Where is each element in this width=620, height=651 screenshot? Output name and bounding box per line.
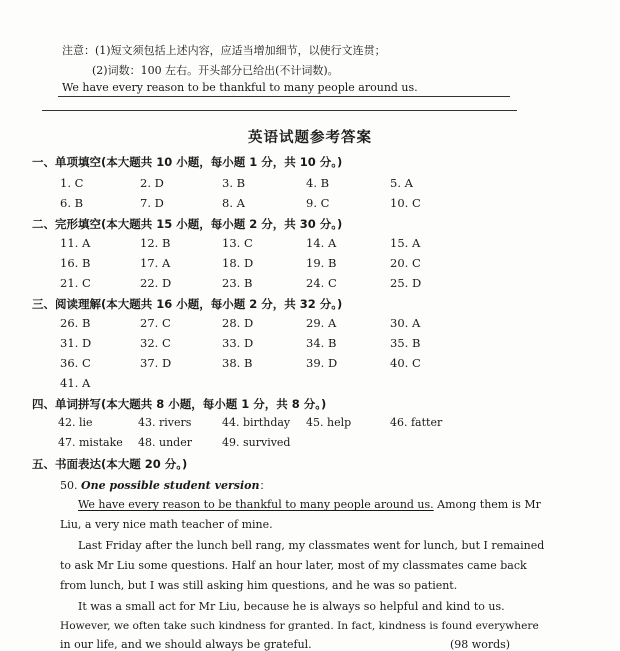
essay-first-sentence: We have every reason to be thankful to many people around us.	[78, 498, 434, 511]
section-1-heading: 一、单项填空(本大题共 10 小题，每小题 1 分，共 10 分。)	[32, 155, 343, 169]
answer-item: 25. D	[390, 276, 422, 290]
answer-item: 19. B	[306, 256, 337, 270]
essay-line-6: It was a small act for Mr Liu, because he is always so helpful and kind to us.	[78, 600, 505, 613]
answer-item: 45. help	[306, 416, 352, 429]
section-3-heading: 三、阅读理解(本大题共 16 小题，每小题 2 分，共 32 分。)	[32, 297, 343, 311]
answer-item: 10. C	[390, 196, 421, 210]
essay-version-colon: ：	[259, 479, 271, 492]
answer-item: 48. under	[138, 436, 192, 449]
note-line-2: (2)词数：100 左右。开头部分已给出(不计词数)。	[92, 64, 339, 77]
answer-item: 31. D	[60, 336, 92, 350]
essay-line-4: to ask Mr Liu some questions. Half an hour later, most of my classmates came back	[60, 559, 527, 572]
essay-line-1	[78, 498, 541, 511]
answer-item: 32. C	[140, 336, 171, 350]
answer-item: 15. A	[390, 236, 421, 250]
given-opening-sentence: We have every reason to be thankful to many people around us.	[62, 81, 418, 94]
essay-number: 50.	[60, 479, 78, 492]
answer-item: 11. A	[60, 236, 91, 250]
answer-item: 8. A	[222, 196, 245, 210]
answer-item: 3. B	[222, 176, 246, 190]
section-2-heading: 二、完形填空(本大题共 15 小题，每小题 2 分，共 30 分。)	[32, 217, 343, 231]
essay-line-3: Last Friday after the lunch bell rang, my classmates went for lunch, but I remained	[78, 539, 545, 552]
answer-item: 39. D	[306, 356, 338, 370]
answer-item: 46. fatter	[390, 416, 443, 429]
answer-item: 14. A	[306, 236, 337, 250]
answer-item: 6. B	[60, 196, 84, 210]
answer-item: 20. C	[390, 256, 421, 270]
answer-item: 5. A	[390, 176, 413, 190]
answer-item: 12. B	[140, 236, 171, 250]
answer-item: 13. C	[222, 236, 253, 250]
answer-item: 37. D	[140, 356, 172, 370]
answer-item: 38. B	[222, 356, 253, 370]
answer-item: 9. C	[306, 196, 330, 210]
note-line-1: 注意：(1)短文须包括上述内容，应适当增加细节，以使行文连贯；	[62, 44, 386, 57]
answer-item: 33. D	[222, 336, 254, 350]
essay-version-heading	[60, 477, 270, 493]
essay-line-2: Liu, a very nice math teacher of mine.	[60, 518, 273, 531]
essay-line-8: in our life, and we should always be grateful.	[60, 638, 312, 651]
answer-item: 35. B	[390, 336, 421, 350]
answer-item: 16. B	[60, 256, 91, 270]
answer-item: 28. D	[222, 316, 254, 330]
writing-line	[58, 96, 510, 97]
answer-item: 1. C	[60, 176, 84, 190]
answer-item: 2. D	[140, 176, 164, 190]
essay-line-1-rest: Among them is Mr	[433, 498, 541, 511]
answer-item: 18. D	[222, 256, 254, 270]
answer-item: 21. C	[60, 276, 91, 290]
answer-item: 22. D	[140, 276, 172, 290]
section-5-heading: 五、书面表达(本大题 20 分。)	[32, 457, 188, 471]
answer-item: 42. lie	[58, 416, 93, 429]
answer-item: 4. B	[306, 176, 330, 190]
essay-line-7: However, we often take such kindness for granted. In fact, kindness is found everywhere	[60, 620, 539, 632]
answer-item: 24. C	[306, 276, 337, 290]
answer-item: 7. D	[140, 196, 164, 210]
page-title: 英语试题参考答案	[248, 130, 372, 146]
essay-version-label: One possible student version	[81, 479, 260, 492]
answer-item: 44. birthday	[222, 416, 291, 429]
essay-line-5: from lunch, but I was still asking him questions, and he was so patient.	[60, 579, 458, 592]
section-4-heading: 四、单词拼写(本大题共 8 小题，每小题 1 分，共 8 分。)	[32, 397, 327, 411]
answer-item: 41. A	[60, 376, 91, 390]
answer-item: 23. B	[222, 276, 253, 290]
answer-item: 43. rivers	[138, 416, 192, 429]
answer-item: 30. A	[390, 316, 421, 330]
page-divider	[42, 110, 517, 111]
answer-item: 27. C	[140, 316, 171, 330]
answer-item: 17. A	[140, 256, 171, 270]
answer-item: 47. mistake	[58, 436, 123, 449]
essay-word-count: (98 words)	[450, 638, 511, 651]
answer-item: 40. C	[390, 356, 421, 370]
answer-item: 29. A	[306, 316, 337, 330]
answer-item: 36. C	[60, 356, 91, 370]
answer-item: 26. B	[60, 316, 91, 330]
answer-item: 34. B	[306, 336, 337, 350]
answer-item: 49. survived	[222, 436, 291, 449]
